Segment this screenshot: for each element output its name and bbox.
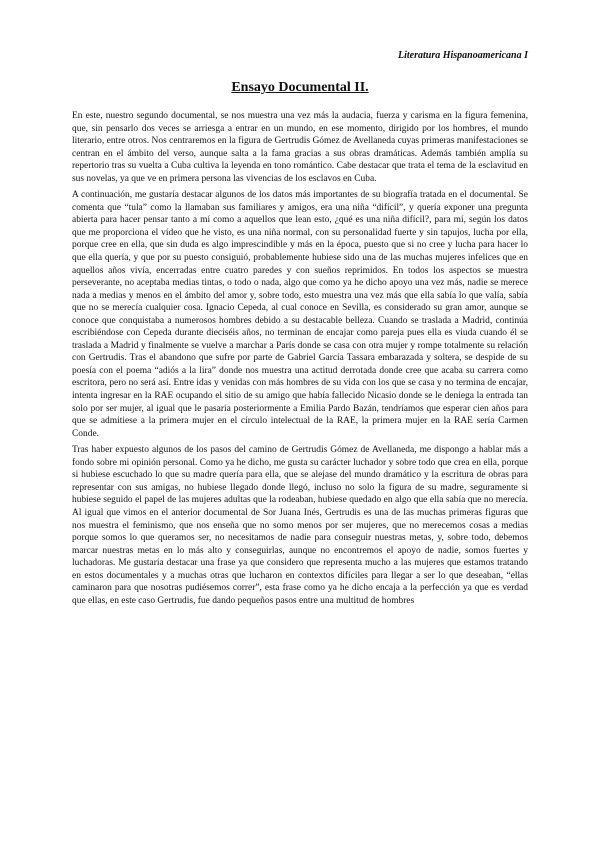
paragraph-opinion: Tras haber expuesto algunos de los pasos del camino de Gertrudis Gómez de Avellaneda, me dispongo a hablar más a fondo sobre mi opinión personal. Como ya he dicho, me gusta su carácter luchador y sobre todo que crea en ella, porque si hubiese escuchado lo que su madre quería para ella, que se alejase del mundo dramático y la escritura de obras para representar con sus amigas, no hubiese llegado donde llegó, incluso no solo la figura de su madre, seguramente si hubiese seguido el papel de las mujeres adultas que la rodeaban, hubiese quedado en algo que ella sabía que no merecía. Al igual que vimos en el anterior documental de Sor Juana Inés, Gertrudis es una de las muchas primeras figuras que nos muestra el feminismo, que nos enseña que no somo menos por ser mujeres, que no merecemos cosas a medias porque somos lo que queramos ser, no necesitamos de nadie para conseguir nuestras metas, y, sobre todo, debemos marcar nuestras metas en lo más alto y conseguirlas, aunque no encontremos el apoyo de nadie, somos fuertes y luchadoras. Me gustaría destacar una frase ya que considero que representa mucho a las mujeres que estamos tratando en estos documentales y a muchas otras que lucharon en contextos difíciles para llegar a ser lo que deseaban, “ellas caminaron para que nosotras pudiésemos correr”, esta frase como ya he dicho encaja a la perfección ya que es verdad que ellas, en este caso Gertrudis, fue dando pequeños pasos entre una multitud de hombres bbox=[72, 445, 528, 606]
paragraph-intro: En este, nuestro segundo documental, se nos muestra una vez más la audacia, fuerza y carisma en la figura femenina, que, sin pensarlo dos veces se arriesga a entrar en un mundo, en ese momento, dirigido por los hombres, el mundo literario, entre otros. Nos centraremos en la figura de Gertrudis Gómez de Avellaneda cuyas primeras manifestaciones se centran en el ámbito del verso, aunque salta a la fama gracias a sus obras dramáticas. Además también amplía su repertorio tras su vuelta a Cuba cultiva la leyenda en tono romántico. Cabe destacar que trata el tema de la esclavitud en sus novelas, ya que ve en primera persona las vivencias de los esclavos en Cuba. bbox=[72, 111, 528, 184]
course-header: Literatura Hispanoamericana I bbox=[397, 50, 528, 61]
essay-body bbox=[72, 110, 528, 611]
page-title: Ensayo Documental II. bbox=[231, 80, 369, 95]
paragraph-biography: A continuación, me gustaría destacar algunos de los datos más importantes de su biografía tratada en el documental. Se comenta que “tula” como la llamaban sus familiares y amigos, era una niña “difícil”, y quería exponer una pregunta abierta para hacer pensar tanto a mí como a aquellos que lean esto, ¿qué es una niña difícil?, para mí, según los datos que me proporciona el vídeo que he visto, es una niña normal, con su personalidad fuerte y sin tapujos, lucha por ella, porque cree en ella, que sin duda es algo imprescindible y más en la época, puesto que si no cree y lucha para hacer lo que ella quería, y que por su puesto consiguió, probablemente hubiese sido una de las muchas mujeres infelices que en aquellos años vivía, encerradas entre cuatro paredes y con sueños reprimidos. En todos los aspectos se muestra perseverante, no aceptaba medias tintas, o todo o nada, algo que como ya he dicho apoyo una vez más, nadie se merece nada a medias y menos en el ámbito del amor y, sobre todo, esto muestra una vez más que ella sabía lo que valía, sabía que no se merecía cualquier cosa. Ignacio Cepeda, al cual conoce en Sevilla, es considerado su gran amor, aunque se conoce que conquistaba a numerosos hombres debido a su destacable belleza. Cuando se traslada a Madrid, continúa escribiéndose con Cepeda durante dieciséis años, no terminan de encajar como pareja pues ella es viuda cuando él se traslada a Madrid y finalmente se vuelve a marchar a París donde se casa con otra mujer y rompe totalmente su relación con Gertrudis. Tras el abandono que sufre por parte de Gabriel García Tassara embarazada y soltera, se despide de su poesía con el poema “adiós a la lira” donde nos muestra una actitud derrotada donde cree que acaba su carrera como escritora, pero no será así. Entre idas y venidas con más hombres de su vida con los que se casa y no termina de encajar, intenta ingresar en la RAE ocupando el sitio de su amigo que había fallecido Nicasio donde se le deniega la entrada tan solo por ser mujer, al igual que le pasaría posteriormente a Emilia Pardo Bazán, tendríamos que esperar cien años para que se admitiese a la primera mujer en el círculo intelectual de la RAE, la primera mujer en la RAE sería Carmen Conde. bbox=[72, 190, 528, 439]
